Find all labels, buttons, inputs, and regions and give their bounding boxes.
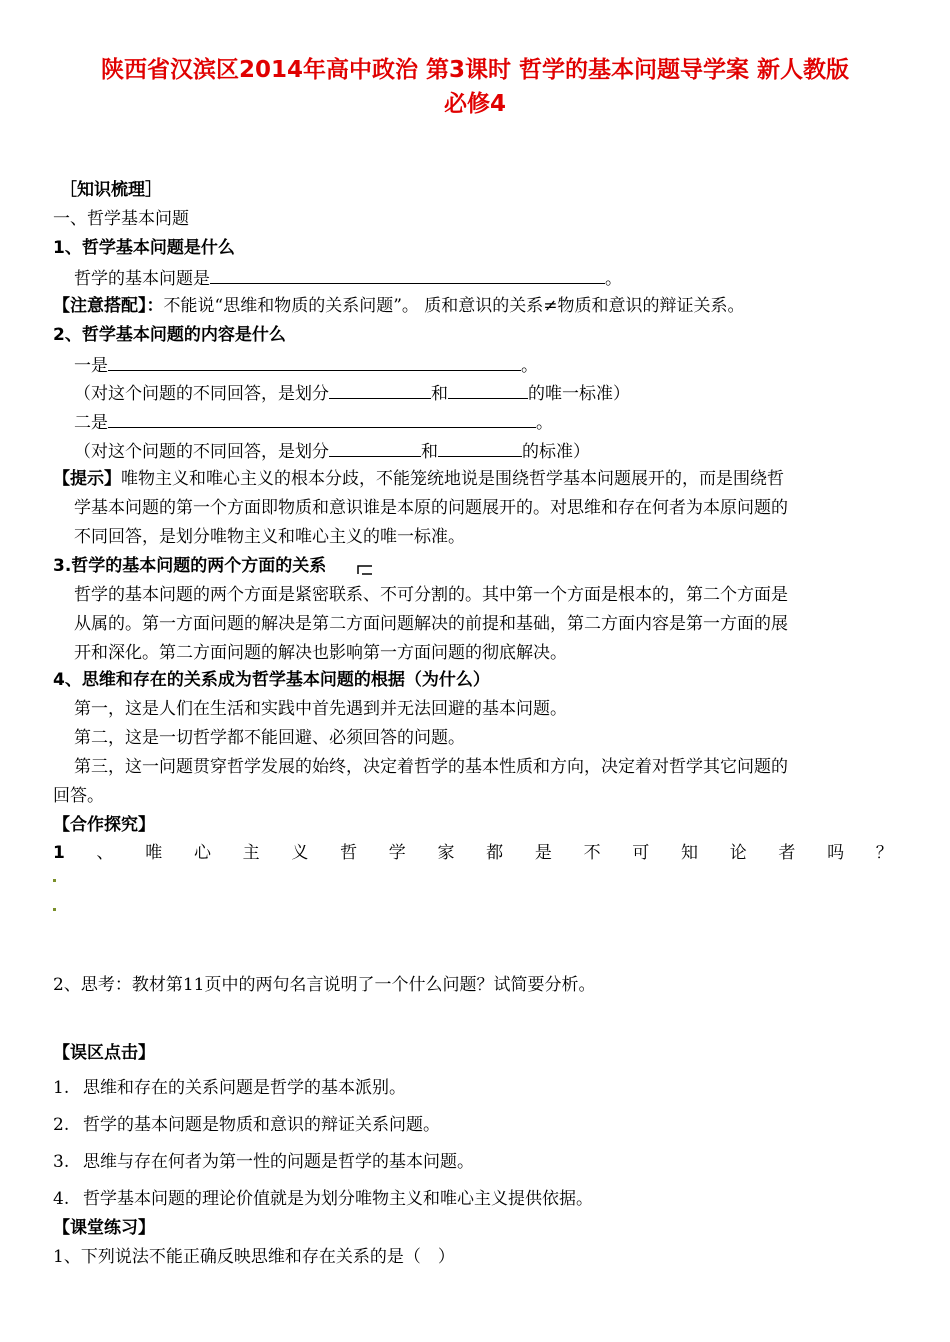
question-char: 不	[583, 843, 601, 863]
question-2-second-note	[74, 438, 590, 464]
question-char: 可	[632, 843, 650, 863]
item-text: 哲学基本问题的理论价值就是为划分唯物主义和唯心主义提供依据。	[83, 1189, 593, 1209]
question-char: 吗	[827, 843, 845, 863]
question-char: 心	[193, 843, 211, 863]
question-char: 是	[534, 843, 552, 863]
fill-prefix: 二是	[74, 413, 108, 433]
question-char: 、	[96, 843, 114, 863]
note-text: 不能说“思维和物质的关系问题”。 质和意识的关系≠物质和意识的辩证关系。	[163, 296, 745, 316]
question-1-title: 1、哲学基本问题是什么	[53, 238, 235, 258]
question-4-line-3: 第三，这一问题贯穿哲学发展的始终，决定着哲学的基本性质和方向，决定着对哲学其它问题的	[74, 757, 788, 777]
question-2-first-note	[74, 380, 630, 406]
section-heading-practice: 【课堂练习】	[53, 1218, 155, 1238]
question-3-line-2: 从属的。第一方面问题的解决是第二方面问题解决的前提和基础，第二方面内容是第一方面的展	[74, 614, 788, 634]
practice-question-1: 1、下列说法不能正确反映思维和存在关系的是（ ）	[53, 1247, 455, 1267]
tip-label: 【提示】	[53, 469, 121, 489]
mistake-item	[53, 1150, 474, 1174]
question-char: 家	[437, 843, 455, 863]
cursor-mark-icon	[356, 562, 374, 576]
note-part: （对这个问题的不同回答，是划分	[74, 442, 329, 462]
section-heading-knowledge: ［知识梳理］	[60, 180, 162, 200]
question-3-title-text: 3.哲学的基本问题的两个方面的关系	[53, 556, 327, 576]
section-heading-mistakes: 【误区点击】	[53, 1043, 155, 1063]
note-part: 和	[431, 384, 448, 404]
answer-blank[interactable]	[329, 438, 421, 457]
section-heading-cooperate: 【合作探究】	[53, 815, 155, 835]
question-4-title: 4、思维和存在的关系成为哲学基本问题的根据（为什么）	[53, 670, 490, 690]
note-pairing	[53, 294, 745, 318]
answer-blank[interactable]	[108, 352, 521, 371]
fill-end: 。	[536, 413, 553, 433]
tip-line-3: 不同回答，是划分唯物主义和唯心主义的唯一标准。	[74, 527, 465, 547]
answer-blank[interactable]	[108, 409, 536, 428]
question-2-second-fill	[74, 409, 553, 435]
question-char: 论	[729, 843, 747, 863]
question-3-line-3: 开和深化。第二方面问题的解决也影响第一方面问题的彻底解决。	[74, 643, 567, 663]
fill-prefix: 一是	[74, 356, 108, 376]
question-char: 义	[291, 843, 309, 863]
answer-blank[interactable]	[438, 438, 522, 457]
item-text: 哲学的基本问题是物质和意识的辩证关系问题。	[83, 1115, 440, 1135]
fill-end: 。	[521, 356, 538, 376]
mistake-item	[53, 1113, 440, 1137]
answer-blank[interactable]	[329, 380, 431, 399]
document-title-line1: 陕西省汉滨区2014年高中政治 第3课时 哲学的基本问题导学案 新人教版	[100, 57, 850, 83]
item-text: 思维和存在的关系问题是哲学的基本派别。	[83, 1078, 406, 1098]
question-2-first-fill	[74, 352, 538, 378]
speck-mark	[53, 908, 56, 911]
document-title-line2: 必修4	[443, 91, 506, 117]
note-part: 和	[421, 442, 438, 462]
answer-blank[interactable]	[448, 380, 528, 399]
item-number: 1.	[53, 1078, 70, 1098]
note-part: 的唯一标准）	[528, 384, 630, 404]
question-4-line-4: 回答。	[53, 786, 104, 806]
question-3-title	[53, 554, 326, 578]
question-char: 都	[486, 843, 504, 863]
question-char: 学	[388, 843, 406, 863]
cooperate-question-2: 2、思考：教材第11页中的两句名言说明了一个什么问题？试简要分析。	[53, 975, 596, 995]
mistake-item	[53, 1076, 406, 1100]
question-4-line-2: 第二，这是一切哲学都不能回避、必须回答的问题。	[74, 728, 465, 748]
note-part: 的标准）	[522, 442, 590, 462]
fill-prefix: 哲学的基本问题是	[74, 269, 210, 289]
question-char: 主	[242, 843, 260, 863]
item-number: 4.	[53, 1189, 70, 1209]
question-1-fill	[74, 265, 622, 291]
mistake-item	[53, 1187, 593, 1211]
item-number: 2.	[53, 1115, 70, 1135]
question-3-line-1: 哲学的基本问题的两个方面是紧密联系、不可分割的。其中第一个方面是根本的，第二个方面是	[74, 585, 788, 605]
tip-line-2: 学基本问题的第一个方面即物质和意识谁是本原的问题展开的。对思维和存在何者为本原问题的	[74, 498, 788, 518]
speck-mark	[53, 879, 56, 882]
note-label: 【注意搭配】：	[53, 296, 164, 316]
note-part: （对这个问题的不同回答，是划分	[74, 384, 329, 404]
question-char: 唯	[145, 843, 163, 863]
part-one-heading: 一、哲学基本问题	[53, 209, 189, 229]
question-2-title: 2、哲学基本问题的内容是什么	[53, 325, 286, 345]
item-text: 思维与存在何者为第一性的问题是哲学的基本问题。	[83, 1152, 474, 1172]
question-4-line-1: 第一，这是人们在生活和实践中首先遇到并无法回避的基本问题。	[74, 699, 567, 719]
tip-line-1	[53, 467, 784, 491]
question-char: 知	[680, 843, 698, 863]
cooperate-question-1	[53, 841, 893, 865]
question-char: 者	[778, 843, 796, 863]
question-char: ？	[875, 843, 893, 863]
answer-blank[interactable]	[210, 265, 605, 284]
item-number: 3.	[53, 1152, 70, 1172]
question-char: 哲	[340, 843, 358, 863]
tip-text: 唯物主义和唯心主义的根本分歧，不能笼统地说是围绕哲学基本问题展开的，而是围绕哲	[121, 469, 784, 489]
question-char: 1	[53, 843, 65, 863]
fill-end: 。	[605, 269, 622, 289]
